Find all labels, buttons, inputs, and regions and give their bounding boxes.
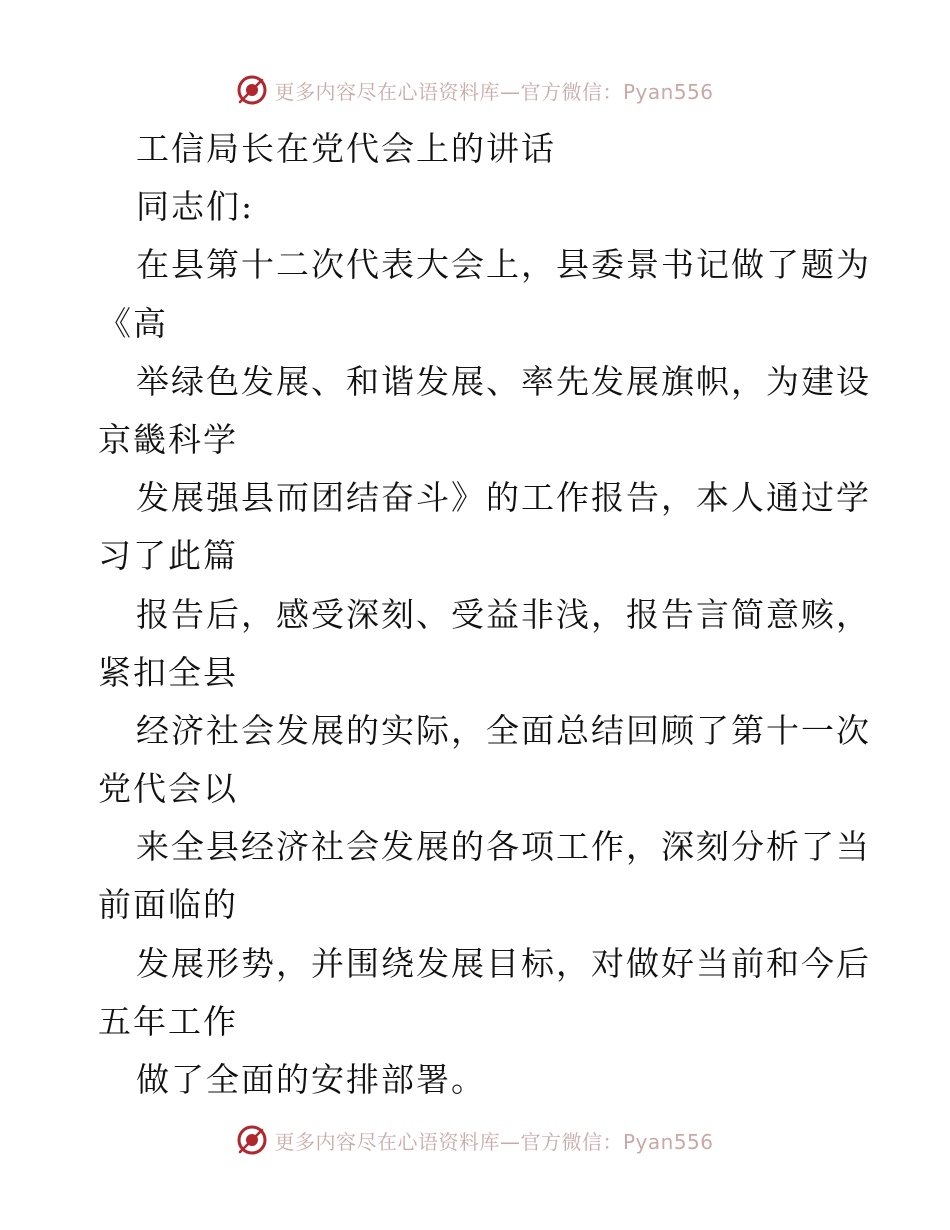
paragraph-line: 五年工作 [98, 1001, 238, 1041]
paragraph-line: 经济社会发展的实际，全面总结回顾了第十一次 [136, 710, 871, 750]
footer-banner-wechat-label: 官方微信： [520, 1129, 623, 1154]
paragraph-line: 发展形势，并围绕发展目标，对做好当前和今后 [136, 943, 871, 983]
paragraph-line: 做了全面的安排部署。 [136, 1060, 486, 1099]
header-banner-separator: — [499, 79, 521, 104]
quill-seal-icon [236, 1124, 268, 1156]
paragraph-line: 来全县经济社会发展的各项工作，深刻分析了当 [136, 827, 871, 867]
footer-banner-title: 更多内容尽在心语资料库 [274, 1129, 500, 1154]
document-body [98, 120, 871, 1109]
paragraph-line: 报告后，感受深刻、受益非浅，报告言简意赅， [136, 594, 871, 634]
paragraph-line: 举绿色发展、和谐发展、率先发展旗帜，为建设 [136, 361, 871, 401]
paragraph-line: 党代会以 [98, 769, 238, 809]
paragraph-line: 前面临的 [98, 885, 238, 925]
header-banner-wechat-id: Pyan556 [622, 79, 714, 104]
footer-banner [0, 1120, 950, 1160]
quill-seal-icon [236, 74, 268, 106]
paragraph-line: 紧扣全县 [98, 652, 238, 692]
header-banner-text [274, 76, 713, 105]
document-title: 工信局长在党代会上的讲话 [136, 129, 556, 168]
paragraph-line: 《高 [98, 303, 168, 343]
paragraph-line: 习了此篇 [98, 536, 238, 576]
header-banner-wechat-label: 官方微信： [520, 79, 623, 104]
footer-banner-wechat-id: Pyan556 [622, 1129, 714, 1154]
header-banner [0, 70, 950, 110]
paragraph-line: 在县第十二次代表大会上，县委景书记做了题为 [136, 245, 871, 285]
header-banner-title: 更多内容尽在心语资料库 [274, 79, 500, 104]
paragraph-line: 京畿科学 [98, 419, 238, 459]
footer-banner-separator: — [499, 1129, 521, 1154]
footer-banner-text [274, 1126, 713, 1155]
salutation: 同志们: [136, 187, 255, 227]
paragraph-line: 发展强县而团结奋斗》的工作报告，本人通过学 [136, 478, 871, 518]
